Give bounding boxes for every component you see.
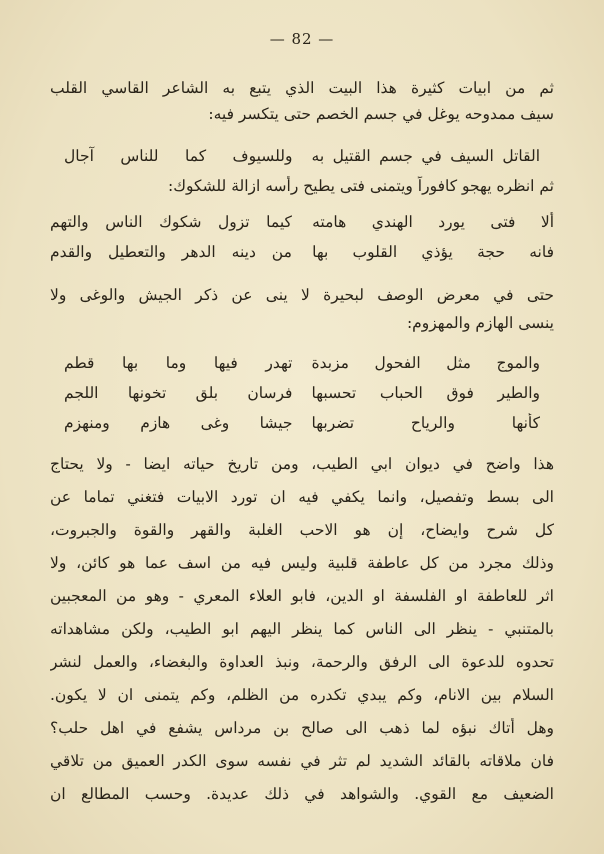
- verse-line: [50, 413, 554, 433]
- paragraph-1: [50, 78, 554, 124]
- verse-hemistich-right: فانه حجة يؤذي القلوب بها: [312, 243, 554, 261]
- text-line: وذلك مجرد من كل عاطفة قلبية وليس فيه من اسف عما هو كائن، ولا: [50, 554, 554, 572]
- text-line: كل شرح وايضاح، إن هو الاحب الغلبة والقهر والقوة والجبروت،: [50, 521, 554, 539]
- verse-hemistich-left: فرسان بلق تخونها اللجم: [64, 384, 293, 402]
- paragraph-3: [50, 285, 554, 333]
- verses-2: [50, 212, 554, 262]
- text-line: الى بسط وتفصيل، وانما يكفي فيه ان تورد الابيات فتغني تماما عن: [50, 488, 554, 506]
- verse-hemistich-left: وللسيوف كما للناس آجال: [64, 147, 293, 165]
- text-line: السلام بين الانام، وكم يبدي تكدره من الظلم، وكم يتمنى ان لا يكون.: [50, 686, 554, 704]
- text-line: سيف ممدوحه يوغل في جسم الخصم حتى يتكسر فيه:: [208, 105, 554, 123]
- verse-1: [50, 146, 554, 166]
- verse-hemistich-left: كيما تزول شكوك الناس والتهم: [50, 213, 292, 231]
- text-line: ثم من ابيات كثيرة هذا البيت الذي يتبع به الشاعر القاسي القلب: [50, 79, 554, 97]
- text-line: هذا واضح في ديوان ابي الطيب، ومن تاريخ حياته ايضا - ولا يحتاج: [50, 455, 554, 473]
- text-line: بالمتنبي - ينظر الى الناس كما ينظر اليهم ابو الطيب، ولكن مشاهداته: [50, 620, 554, 638]
- verse-line: [50, 353, 554, 373]
- verse-line: [50, 242, 554, 262]
- page-number: — 82 —: [269, 30, 335, 48]
- verse-hemistich-right: كأنها والرياح تضربها: [311, 414, 540, 432]
- text-line: حتى في معرض الوصف لبحيرة لا ينى عن ذكر الجيش والوغى ولا: [50, 286, 554, 304]
- verse-hemistich-right: والطير فوق الحباب تحسبها: [311, 384, 540, 402]
- text-line: الضعيف مع القوي. والشواهد في ذلك عديدة. وحسب المطالع ان: [50, 785, 554, 803]
- text-line: ينسى الهازم والمهزوم:: [406, 314, 554, 332]
- verse-hemistich-left: جيشا وغى هازم ومنهزم: [64, 414, 293, 432]
- verse-hemistich-left: من دينه الدهر والتعطيل والقدم: [50, 243, 292, 261]
- verse-line: [50, 383, 554, 403]
- text-line: تحدوه للدعوة الى الرفق والرحمة، ونبذ العداوة والبغضاء، والعمل لنشر: [50, 653, 554, 671]
- text-line: وهل أتاك نبؤه لما ذهب الى صالح بن مرداس يشفع في اهل حلب؟: [50, 719, 554, 737]
- text-line: اثر للعاطفة او الفلسفة او الدين، فابو العلاء المعري - وهو من المعجبين: [50, 587, 554, 605]
- verse-hemistich-left: تهدر فيها وما بها قطم: [64, 354, 293, 372]
- verse-hemistich-right: ألا فتى يورد الهندي هامته: [312, 213, 554, 231]
- verse-hemistich-right: القاتل السيف في جسم القتيل به: [311, 147, 540, 165]
- text-line: ثم انظره يهجو كافوراً ويتمنى فتى يطيح رأسه ازالة للشكوك:: [168, 177, 554, 195]
- paragraph-4: [50, 454, 554, 804]
- verse-line: [50, 212, 554, 232]
- verse-hemistich-right: والموج مثل الفحول مزبدة: [311, 354, 540, 372]
- paragraph-2: [50, 176, 554, 196]
- text-line: فان ملاقاته بالقائد الشديد لم تثر في نفسه سوى الكدر العميق من تلاقي: [50, 752, 554, 770]
- verses-3: [50, 353, 554, 433]
- verse-line: [50, 146, 554, 166]
